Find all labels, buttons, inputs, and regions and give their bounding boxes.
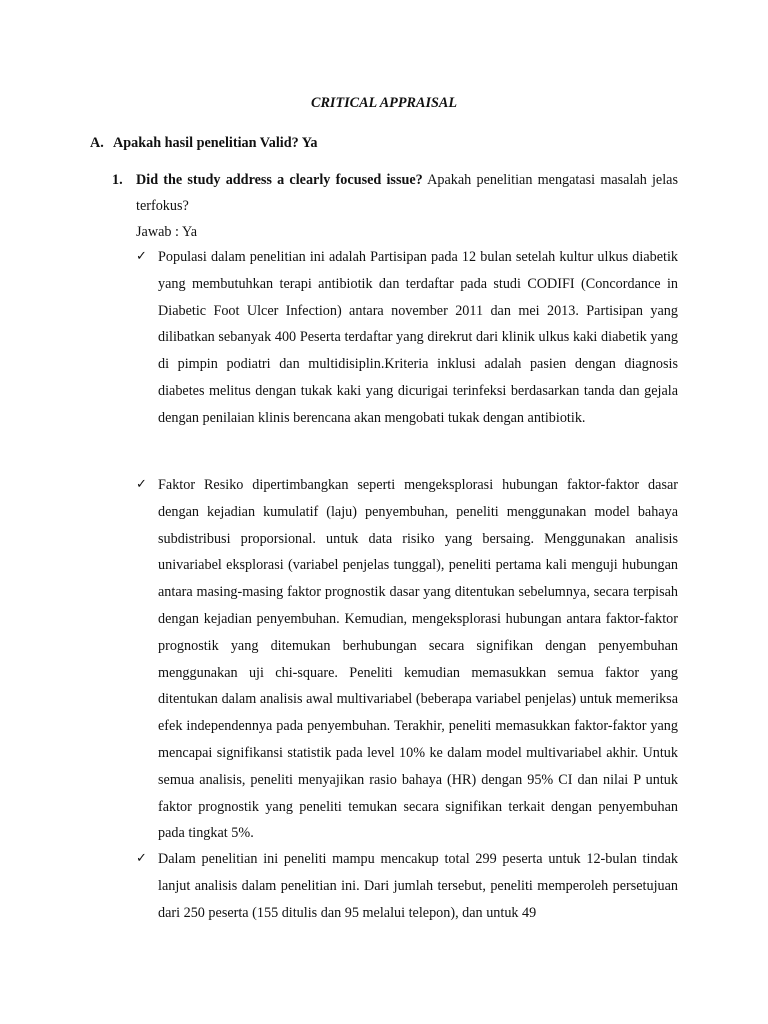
answer-text: Jawab : Ya [136,224,198,240]
list-item-text: Faktor Resiko dipertimbangkan seperti mengeksplorasi hubungan faktor-faktor dasar dengan kejadian kumulatif (laju) penyembuhan, peneliti menggunakan model bahaya subdistribusi proporsional. untuk data risiko yang bersaing. Menggunakan analisis univariabel eksplorasi (variabel penjelas tunggal), peneliti pertama kali menguji hubungan antara masing-masing faktor prognostik dasar yang ditentukan sebelumnya, secara terpisah dengan kejadian penyembuhan. Kemudian, mengeksplorasi hubungan antara faktor-faktor prognostik yang ditemukan berhubungan secara signifikan dengan penyembuhan menggunakan uji chi-square. Peneliti kemudian memasukkan semua faktor yang ditentukan dalam analisis awal multivariabel (beberapa variabel penjelas) untuk memeriksa efek independennya pada penyembuhan. Terakhir, peneliti memasukkan faktor-faktor yang mencapai signifikansi statistik pada level 10% ke dalam model multivariabel akhir. Untuk semua analisis, peneliti menyajikan rasio bahaya (HR) dengan 95% CI dan nilai P untuk faktor prognostik yang peneliti temukan secara signifikan terkait dengan penyembuhan pada tingkat 5%. [158,477,678,842]
question-number: 1. [112,172,123,188]
question-text [136,167,678,219]
question-item [112,167,678,219]
document-title: CRITICAL APPRAISAL [311,95,457,111]
question-indonesian: Apakah penelitian mengatasi masalah jelas terfokus? [136,172,678,214]
section-heading-text: Apakah hasil penelitian Valid? Ya [113,135,318,151]
list-item [136,472,678,847]
list-item-text: Populasi dalam penelitian ini adalah Partisipan pada 12 bulan setelah kultur ulkus diabetik yang membutuhkan terapi antibiotik dan terdaftar pada studi CODIFI (Concordance in Diabetic Foot Ulcer Infection) antara november 2011 dan mei 2013. Partisipan yang dilibatkan sebanyak 400 Peserta terdaftar yang direkrut dari klinik ulkus kaki diabetik yang di pimpin podiatri dan multidisiplin.Kriteria inklusi adalah pasien dengan diagnosis diabetes melitus dengan tukak kaki yang dicurigai terinfeksi berdasarkan tanda dan gejala dengan penilaian klinis berencana akan mengobati tukak dengan antibiotik. [158,249,678,426]
list-item [136,846,678,926]
list-item [136,244,678,432]
section-heading [90,133,317,153]
check-icon: ✓ [136,477,147,492]
check-icon: ✓ [136,249,147,264]
list-item-text: Dalam penelitian ini peneliti mampu mencakup total 299 peserta untuk 12-bulan tindak lanjut analisis dalam penelitian ini. Dari jumlah tersebut, peneliti memperoleh persetujuan dari 250 peserta (155 ditulis dan 95 melalui telepon), dan untuk 49 [158,851,678,921]
section-letter: A. [90,135,104,151]
question-english: Did the study address a clearly focused issue? [136,172,423,188]
check-icon: ✓ [136,851,147,866]
